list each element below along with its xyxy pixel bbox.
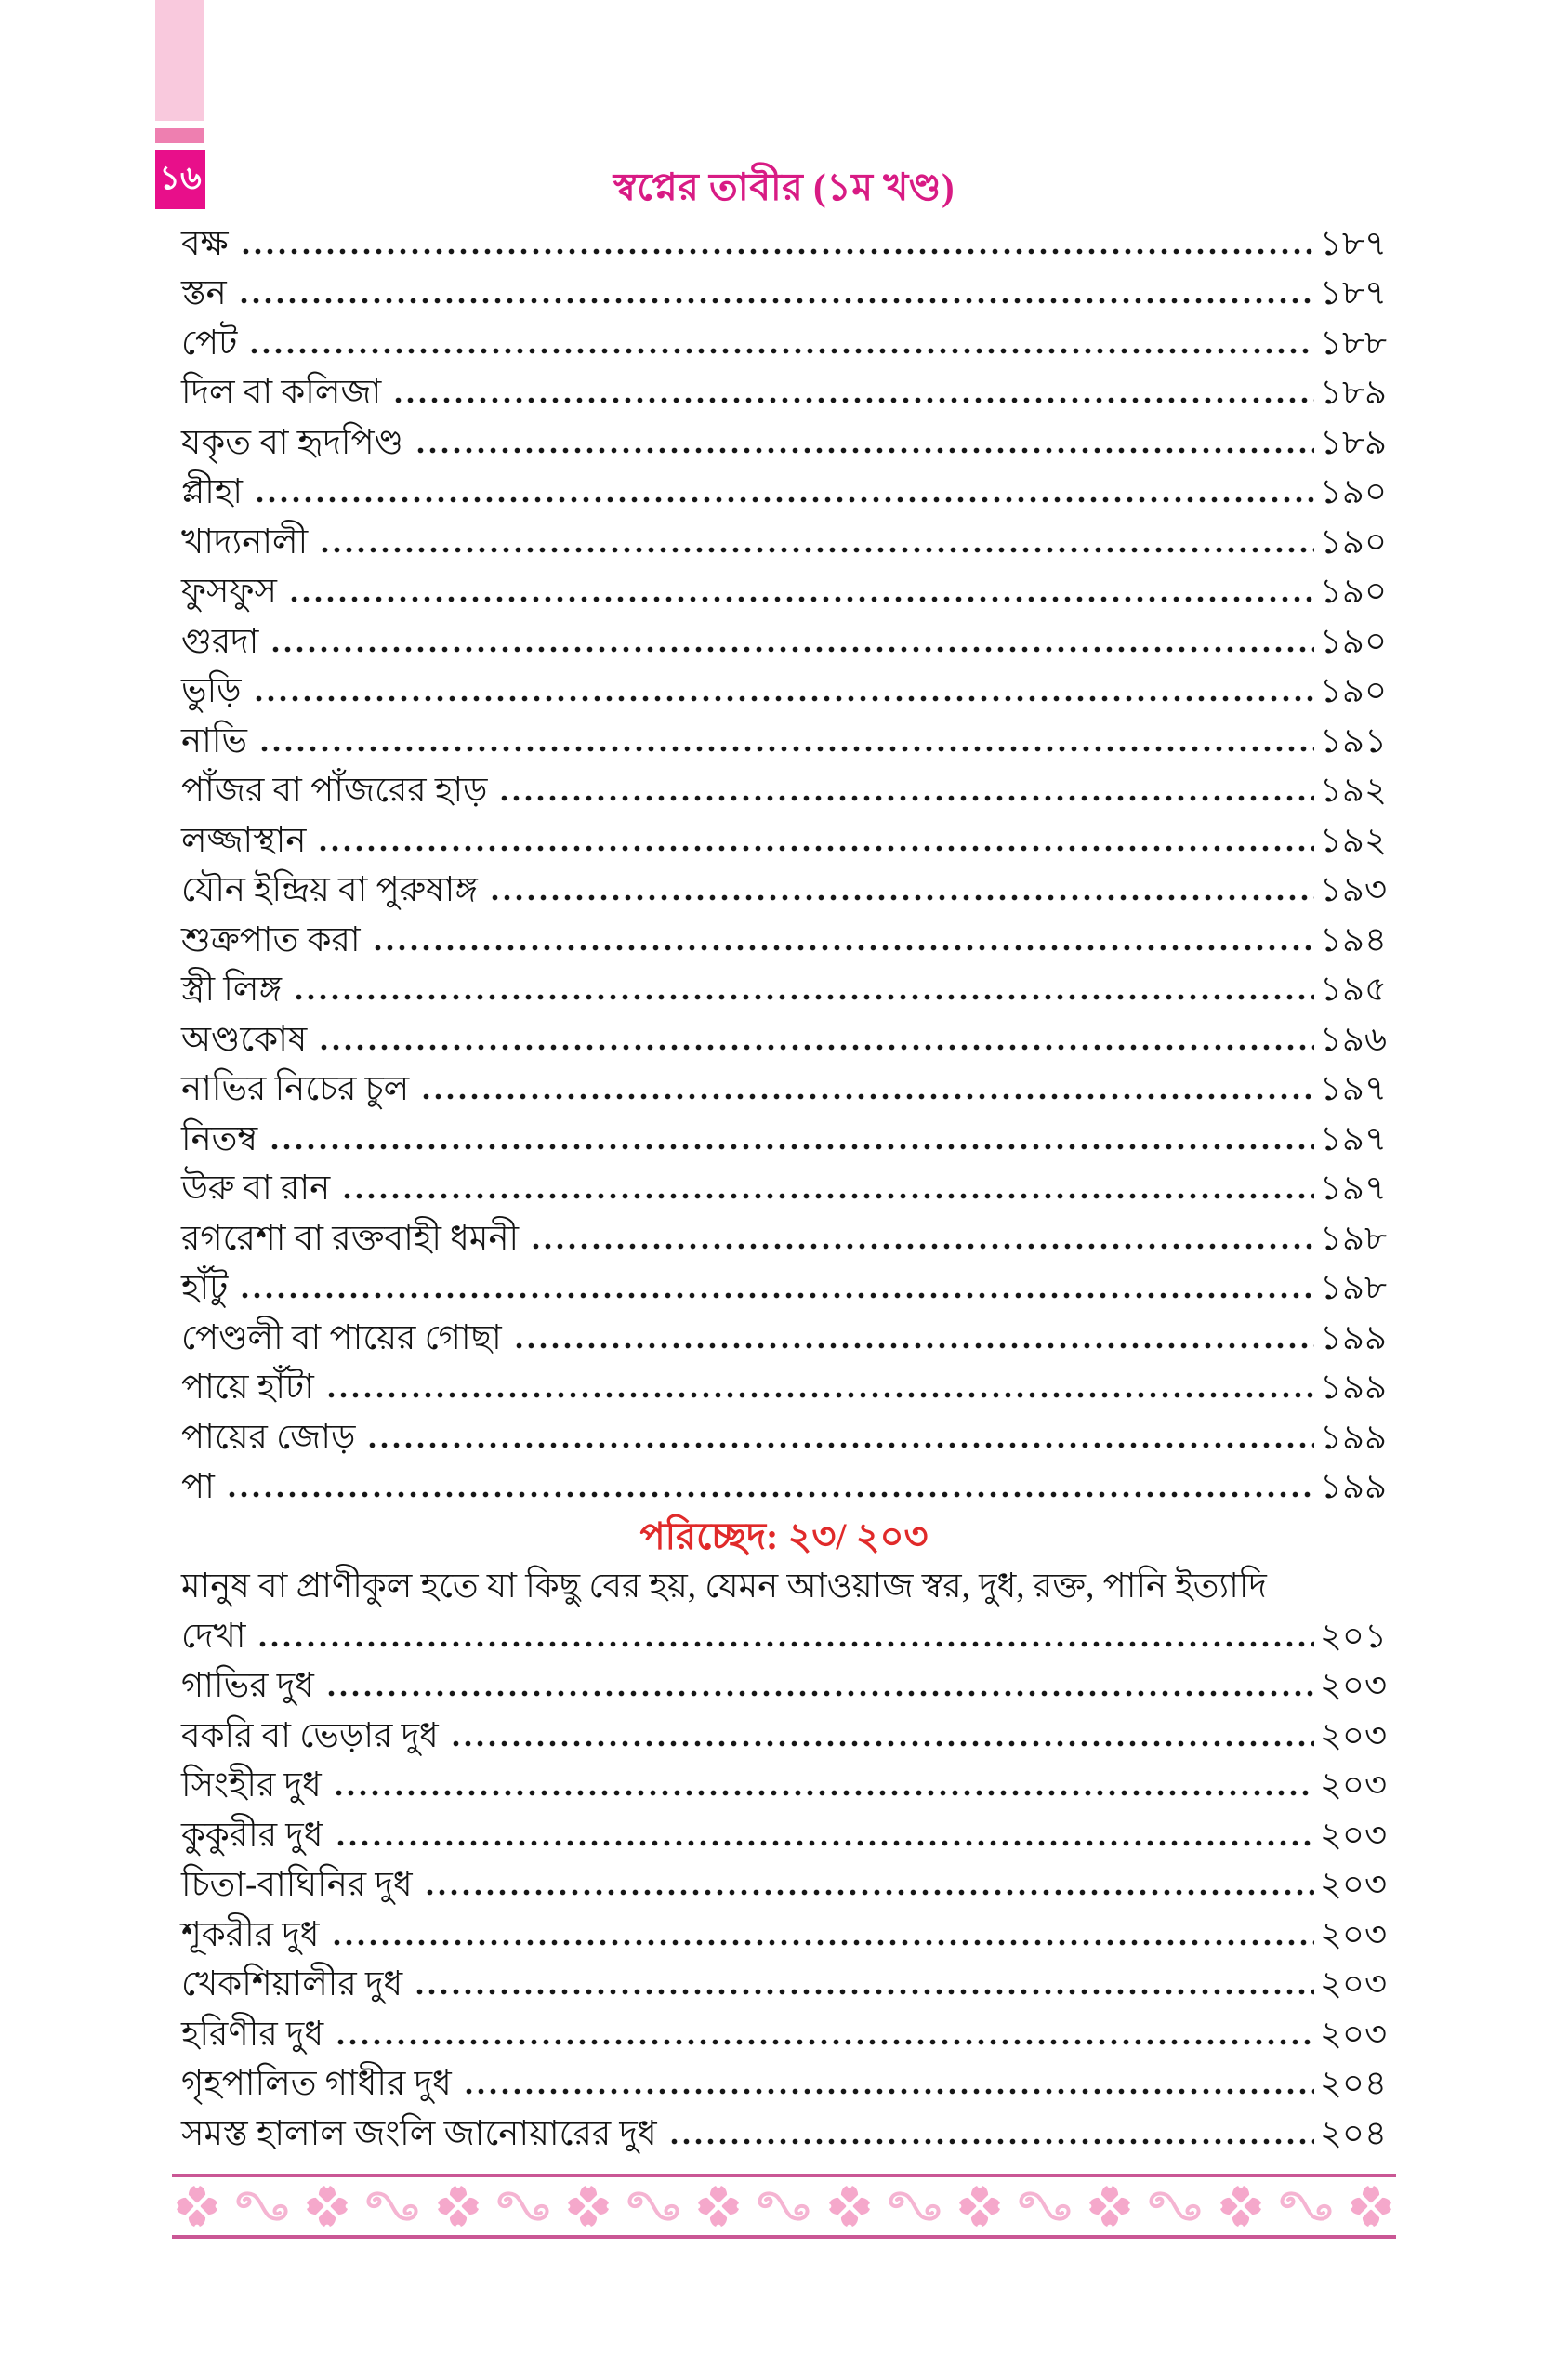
toc-entry-page: ১৯৯	[1319, 1368, 1387, 1407]
toc-entry-label: গাভির দুধ	[181, 1667, 314, 1705]
toc-entry-label: লজ্জাস্থান	[181, 821, 307, 860]
dot-leader	[269, 1143, 1314, 1151]
dot-leader	[288, 595, 1314, 603]
dot-leader	[325, 1689, 1314, 1698]
dot-leader	[248, 347, 1314, 355]
toc-entry-label: চিতা-বাঘিনির দুধ	[181, 1866, 413, 1904]
toc-entry-page: ১৯০	[1319, 672, 1387, 710]
toc-entry-page: ১৯৩	[1319, 871, 1387, 909]
toc-entry-page: ২০৩	[1319, 1667, 1387, 1705]
toc-entry-page: ২০৩	[1319, 1766, 1387, 1805]
toc-list-part1	[181, 218, 1387, 1511]
dot-leader	[530, 1242, 1314, 1250]
toc-row	[181, 467, 1387, 517]
toc-row	[181, 1362, 1387, 1412]
toc-entry-label: উরু বা রান	[181, 1170, 331, 1208]
toc-entry-label: হরিণীর দুধ	[181, 2015, 324, 2054]
toc-row	[181, 2008, 1387, 2058]
toc-row	[181, 1163, 1387, 1213]
toc-entry-page: ১৯০	[1319, 473, 1387, 511]
toc-entry-page: ১৮৯	[1319, 374, 1387, 412]
toc-entry-page: ১৯৭	[1319, 1170, 1387, 1208]
dot-leader	[239, 1291, 1314, 1300]
decorative-footer-band	[172, 2174, 1396, 2239]
toc-row	[181, 2108, 1387, 2158]
toc-entry-page: ১৯৯	[1319, 1468, 1387, 1506]
dot-leader	[489, 893, 1314, 902]
toc-entry-label: যকৃত বা হৃদপিণ্ড	[181, 423, 403, 462]
toc-entry-label: পা	[181, 1468, 215, 1506]
book-title-header: স্বপ্নের তাবীর (১ম খণ্ড)	[613, 165, 955, 208]
swirl-icon	[1140, 2190, 1209, 2222]
toc-row	[181, 1263, 1387, 1313]
toc-row	[181, 765, 1387, 815]
dot-leader	[372, 944, 1314, 952]
toc-row	[181, 268, 1387, 318]
toc-entry-label: বকরি বা ভেড়ার দুধ	[181, 1716, 439, 1755]
toc-entry-label: নিতম্ব	[181, 1119, 258, 1158]
toc-row	[181, 1411, 1387, 1461]
pink-block-mid	[155, 128, 204, 143]
toc-entry-label: পায়ে হাঁটা	[181, 1368, 314, 1407]
toc-entry-label: যৌন ইন্দ্রিয় বা পুরুষাঙ্গ	[181, 871, 478, 909]
toc-entry-label: পেণ্ডলী বা পায়ের গোছা	[181, 1318, 502, 1357]
toc-entry-label: অণ্ডকোষ	[181, 1020, 308, 1059]
toc-entry-page: ১৯০	[1319, 573, 1387, 611]
toc-row	[181, 1461, 1387, 1512]
pink-block-light	[155, 0, 204, 121]
toc-entry-page: ১৯৮	[1319, 1269, 1387, 1307]
dot-leader	[335, 1839, 1314, 1847]
toc-entry-label: নাভির নিচের চুল	[181, 1070, 410, 1108]
ornament-row	[172, 2177, 1396, 2235]
swirl-icon	[619, 2190, 688, 2222]
toc-row	[181, 914, 1387, 964]
dot-leader	[424, 1888, 1314, 1897]
toc-entry-page: ২০৪	[1319, 2114, 1387, 2153]
toc-multiline-entry-line2	[181, 1610, 1387, 1660]
toc-row	[181, 1113, 1387, 1163]
toc-entry-page: ১৮৮	[1319, 324, 1387, 363]
toc-entry-page: ২০৩	[1319, 1716, 1387, 1755]
toc-entry-page: ১৯৯	[1319, 1418, 1387, 1457]
toc-row	[181, 1660, 1387, 1711]
swirl-icon	[749, 2190, 818, 2222]
toc-entry-page: ২০৪	[1319, 2065, 1387, 2103]
toc-row	[181, 1959, 1387, 2009]
toc-entry-label: খেকশিয়ালীর দুধ	[181, 1965, 403, 2003]
toc-entry-label: কুকুরীর দুধ	[181, 1816, 323, 1855]
toc-entry-label: গৃহপালিত গাধীর দুধ	[181, 2065, 452, 2103]
toc-entry-label: বক্ষ	[181, 224, 229, 263]
dot-leader	[498, 794, 1313, 802]
toc-entry-page: ১৯২	[1319, 772, 1387, 810]
dot-leader	[254, 496, 1314, 504]
toc-entry-page: ১৯৫	[1319, 971, 1387, 1009]
toc-row	[181, 1013, 1387, 1064]
toc-entry-page: ২০৩	[1319, 1866, 1387, 1904]
toc-row	[181, 218, 1387, 268]
toc-entry-label: ফুসফুস	[181, 573, 277, 611]
dot-leader	[463, 2087, 1314, 2096]
toc-row	[181, 1312, 1387, 1362]
toc-entry-label: পাঁজর বা পাঁজরের হাড়	[181, 772, 488, 810]
dot-leader	[668, 2137, 1314, 2146]
toc-row	[181, 1809, 1387, 1859]
toc-list-part2	[181, 1660, 1387, 2158]
flower-icon	[437, 2185, 480, 2228]
swirl-icon	[228, 2190, 296, 2222]
toc-multiline-entry-line1: মানুষ বা প্রাণীকুল হতে যা কিছু বের হয়, যেমন আওয়াজ স্বর, দুধ, রক্ত, পানি ইত্যাদি	[181, 1567, 1267, 1606]
toc-entry-page: ১৯৪	[1319, 920, 1387, 959]
flower-icon	[828, 2185, 871, 2228]
dot-leader	[258, 745, 1314, 753]
toc-row	[181, 1710, 1387, 1760]
toc-entry-label: দিল বা কলিজা	[181, 374, 382, 412]
swirl-icon	[880, 2190, 949, 2222]
dot-leader	[317, 844, 1313, 853]
toc-entry-page: ১৯১	[1319, 721, 1387, 760]
toc-row	[181, 715, 1387, 765]
toc-row	[181, 416, 1387, 467]
dot-leader	[257, 1640, 1313, 1648]
toc-row	[181, 615, 1387, 666]
dot-leader	[513, 1342, 1314, 1350]
dot-leader	[341, 1192, 1314, 1200]
toc-entry-page: ১৯৮	[1319, 1219, 1387, 1258]
dot-leader	[450, 1739, 1314, 1748]
toc-entry-page: ২০৩	[1319, 2015, 1387, 2054]
swirl-icon	[1272, 2190, 1340, 2222]
toc-row	[181, 1760, 1387, 1810]
toc-entry-label: খাদ্যনালী	[181, 522, 309, 562]
toc-entry-label: শূকরীর দুধ	[181, 1915, 320, 1954]
dot-leader	[414, 1988, 1314, 1996]
toc-entry-label: দেখা	[181, 1617, 246, 1656]
dot-leader	[240, 247, 1314, 256]
flower-icon	[697, 2185, 740, 2228]
toc-row	[181, 1064, 1387, 1114]
flower-icon	[1088, 2185, 1131, 2228]
dot-leader	[325, 1391, 1314, 1399]
flower-icon	[306, 2185, 349, 2228]
toc-entry-label: পায়ের জোড়	[181, 1418, 356, 1457]
dot-leader	[253, 694, 1314, 703]
toc-entry-label: প্লীহা	[181, 473, 244, 511]
flower-icon	[567, 2185, 610, 2228]
toc-row	[181, 1859, 1387, 1910]
flower-icon	[958, 2185, 1001, 2228]
dot-leader	[366, 1441, 1314, 1449]
toc-entry-label: গুরদা	[181, 622, 259, 661]
toc-row	[181, 865, 1387, 915]
chapter-section-header: পরিচ্ছেদ: ২৩/ ২০৩	[639, 1514, 929, 1557]
toc-entry-label: স্ত্রী লিঙ্গ	[181, 971, 282, 1009]
toc-entry-page: ১৯২	[1319, 821, 1387, 860]
swirl-icon	[358, 2190, 427, 2222]
toc-entry-label: হাঁটু	[181, 1269, 229, 1307]
dot-leader	[293, 993, 1314, 1001]
toc-entry-page: ১৮৭	[1319, 274, 1387, 312]
table-of-contents	[181, 218, 1387, 2158]
toc-row	[181, 666, 1387, 716]
toc-entry-page: ২০৩	[1319, 1965, 1387, 2003]
swirl-icon	[1010, 2190, 1079, 2222]
dot-leader	[319, 546, 1314, 554]
flower-icon	[1350, 2185, 1392, 2228]
flower-icon	[1219, 2185, 1262, 2228]
dot-leader	[270, 645, 1314, 654]
dot-leader	[333, 1789, 1314, 1797]
dot-leader	[318, 1043, 1314, 1051]
toc-entry-page: ১৯০	[1319, 622, 1387, 661]
toc-entry-page: ১৯৯	[1319, 1318, 1387, 1357]
swirl-icon	[489, 2190, 558, 2222]
toc-row	[181, 964, 1387, 1014]
toc-entry-page: ১৯০	[1319, 522, 1387, 562]
toc-entry-page: ১৯৬	[1319, 1020, 1387, 1059]
flower-icon	[176, 2185, 218, 2228]
toc-entry-label: স্তন	[181, 274, 227, 312]
toc-entry-label: শুক্রপাত করা	[181, 920, 361, 959]
toc-row	[181, 814, 1387, 865]
dot-leader	[420, 1092, 1314, 1101]
toc-row	[181, 1212, 1387, 1263]
toc-row	[181, 516, 1387, 566]
toc-entry-page: ২০৩	[1319, 1816, 1387, 1855]
toc-row	[181, 2058, 1387, 2109]
toc-entry-page: ২০৩	[1319, 1915, 1387, 1954]
toc-row	[181, 1909, 1387, 1959]
dot-leader	[238, 297, 1314, 305]
toc-entry-page: ১৮৯	[1319, 423, 1387, 462]
toc-entry-label: সিংহীর দুধ	[181, 1766, 322, 1805]
toc-row	[181, 566, 1387, 616]
toc-entry-page: ১৯৭	[1319, 1119, 1387, 1158]
toc-entry-page: ১৮৭	[1319, 224, 1387, 263]
toc-entry-page: ২০১	[1319, 1617, 1387, 1656]
dot-leader	[331, 1938, 1314, 1947]
dot-leader	[392, 396, 1314, 404]
toc-row	[181, 317, 1387, 367]
toc-entry-page: ১৯৭	[1319, 1070, 1387, 1108]
toc-entry-label: রগরেশা বা রক্তবাহী ধমনী	[181, 1219, 520, 1258]
dot-leader	[335, 2038, 1314, 2046]
toc-entry-label: নাভি	[181, 721, 247, 760]
toc-entry-label: পেট	[181, 324, 238, 363]
toc-entry-label: সমস্ত হালাল জংলি জানোয়ারের দুধ	[181, 2114, 657, 2153]
dot-leader	[226, 1490, 1314, 1499]
dot-leader	[415, 446, 1314, 455]
toc-row	[181, 367, 1387, 417]
page-number: ১৬	[159, 159, 202, 196]
toc-entry-label: ভুড়ি	[181, 672, 242, 710]
